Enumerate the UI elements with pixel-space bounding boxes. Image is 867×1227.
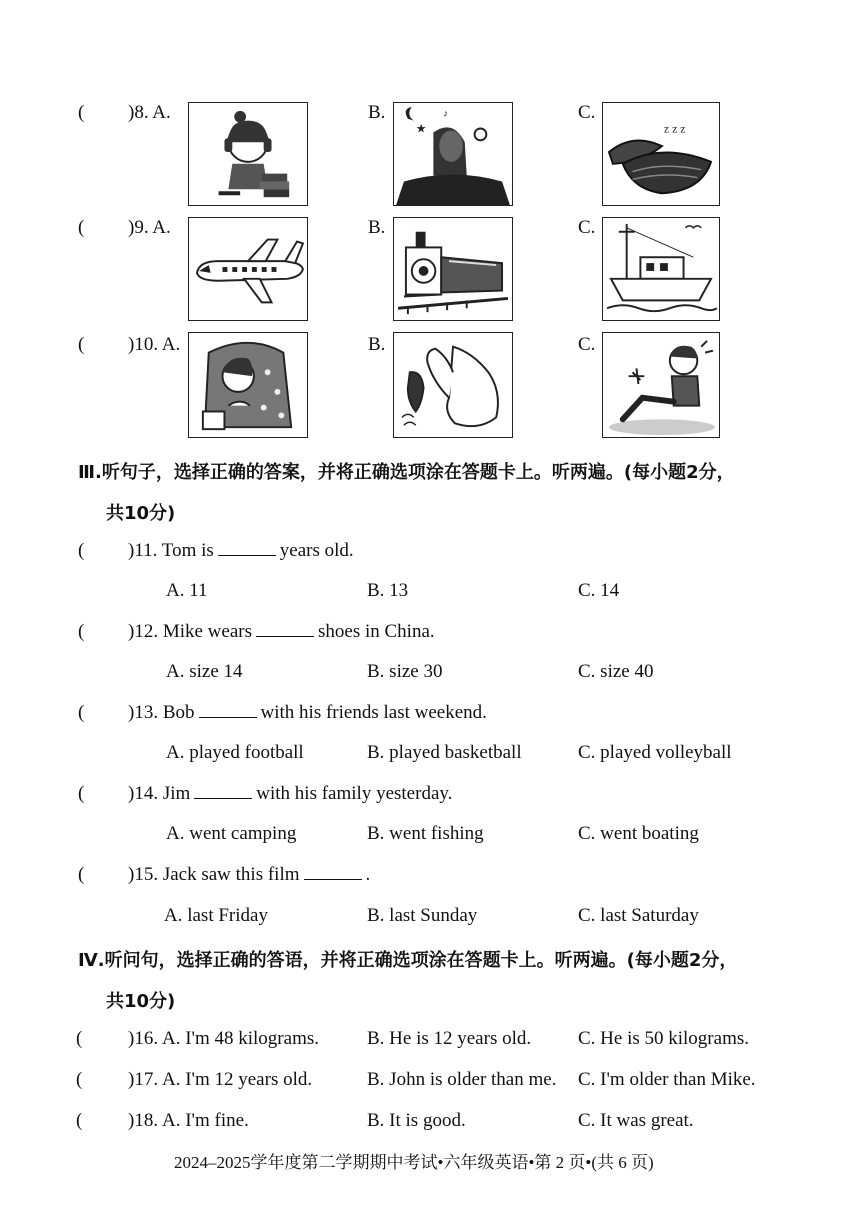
section-4-heading-cont: 共10分) (106, 991, 176, 1012)
airplane-icon (189, 218, 307, 320)
option-label: B. (368, 334, 386, 355)
option-label: B. (368, 217, 386, 238)
stem-after: . (365, 864, 371, 885)
option-a[interactable]: A. played football (166, 742, 304, 763)
option-b[interactable]: B. played basketball (367, 742, 522, 763)
question-number: )11. (128, 540, 158, 561)
option-c[interactable]: C. He is 50 kilograms. (578, 1028, 749, 1049)
answer-paren: ( (76, 1110, 83, 1131)
question-number: )18. (128, 1110, 159, 1131)
answer-paren: ( (78, 783, 85, 804)
question-number: )8. A. (128, 102, 171, 123)
option-b[interactable]: B. It is good. (367, 1110, 466, 1131)
answer-blank (218, 554, 276, 556)
answer-blank (256, 635, 314, 637)
option-b[interactable]: B. went fishing (367, 823, 484, 844)
page-footer: 2024–2025学年度第二学期期中考试•六年级英语•第 2 页•(共 6 页) (174, 1153, 654, 1172)
question-stem (128, 864, 370, 886)
answer-paren: ( (78, 621, 85, 642)
option-a[interactable]: A. I'm 12 years old. (162, 1069, 313, 1090)
question-number: )13. (128, 702, 159, 723)
person-with-headache-at-night-icon (394, 103, 512, 205)
question-number: )17. (128, 1069, 159, 1090)
svg-text:z z z: z z z (663, 122, 686, 136)
answer-paren: ( (78, 102, 85, 123)
question-number-text: 9. (134, 217, 149, 238)
answer-blank (304, 878, 362, 880)
option-b-picture[interactable] (393, 217, 513, 321)
stem-before: Tom is (161, 540, 214, 561)
question-number: )15. (128, 864, 159, 885)
hurt-finger-icon (394, 333, 512, 437)
option-c[interactable]: C. went boating (578, 823, 699, 844)
answer-paren: ( (78, 540, 85, 561)
option-b[interactable]: B. last Sunday (367, 905, 478, 926)
question-stem (128, 621, 435, 643)
answer-paren: ( (78, 334, 85, 355)
option-a[interactable]: A. last Friday (164, 905, 268, 926)
answer-paren: ( (78, 217, 85, 238)
answer-paren: ( (76, 1028, 83, 1049)
section-3-heading: Ⅲ.听句子，选择正确的答案，并将正确选项涂在答题卡上。听两遍。(每小题2分， (78, 462, 735, 483)
question-number: )12. (128, 621, 159, 642)
answer-paren: ( (76, 1069, 83, 1090)
answer-paren: ( (78, 702, 85, 723)
option-c-picture[interactable] (602, 217, 720, 321)
option-b-picture[interactable] (393, 102, 513, 206)
option-a[interactable]: A. went camping (166, 823, 297, 844)
train-icon (394, 218, 512, 320)
option-b-picture[interactable] (393, 332, 513, 438)
question-number-text: 10. (134, 334, 159, 355)
stem-before: Jim (162, 783, 191, 804)
option-c[interactable]: C. played volleyball (578, 742, 732, 763)
option-a[interactable]: A. I'm 48 kilograms. (162, 1028, 319, 1049)
stem-after: years old. (279, 540, 354, 561)
boy-hurt-knee-icon (603, 333, 719, 437)
svg-text:♪: ♪ (443, 108, 449, 120)
option-label: B. (368, 102, 386, 123)
stem-before: Mike wears (162, 621, 252, 642)
option-b[interactable]: B. size 30 (367, 661, 443, 682)
option-a[interactable]: A. size 14 (166, 661, 243, 682)
option-c[interactable]: C. It was great. (578, 1110, 694, 1131)
stem-after: shoes in China. (318, 621, 435, 642)
option-c[interactable]: C. I'm older than Mike. (578, 1069, 756, 1090)
option-a[interactable]: A. 11 (166, 580, 208, 601)
stem-after: with his friends last weekend. (260, 702, 487, 723)
question-stem (128, 783, 452, 805)
answer-paren: ( (78, 864, 85, 885)
question-number: )16. (128, 1028, 159, 1049)
question-number: )9. A. (128, 217, 171, 238)
option-a-picture[interactable] (188, 102, 308, 206)
option-c-picture[interactable] (602, 102, 720, 206)
option-c-picture[interactable] (602, 332, 720, 438)
option-c[interactable]: C. size 40 (578, 661, 654, 682)
option-a-picture[interactable] (188, 332, 308, 438)
question-number: )10. A. (128, 334, 181, 355)
option-label: C. (578, 334, 596, 355)
stem-before: Jack saw this film (162, 864, 300, 885)
stem-before: Bob (162, 702, 195, 723)
option-a[interactable]: A. I'm fine. (162, 1110, 249, 1131)
section-3-heading-cont: 共10分) (106, 503, 176, 524)
question-stem (128, 702, 487, 724)
option-c[interactable]: C. last Saturday (578, 905, 699, 926)
option-b[interactable]: B. John is older than me. (367, 1069, 557, 1090)
question-number-text: 8. (134, 102, 149, 123)
girl-with-cold-icon (189, 333, 307, 437)
option-label: A. (152, 217, 171, 238)
ship-icon (603, 218, 719, 320)
option-b[interactable]: B. 13 (367, 580, 409, 601)
option-label: A. (161, 334, 181, 355)
section-4-heading: Ⅳ.听问句，选择正确的答语，并将正确选项涂在答题卡上。听两遍。(每小题2分， (78, 950, 738, 971)
option-label: A. (152, 102, 171, 123)
stem-after: with his family yesterday. (256, 783, 453, 804)
option-b[interactable]: B. He is 12 years old. (367, 1028, 532, 1049)
option-c[interactable]: C. 14 (578, 580, 620, 601)
sleeping-pillow-icon (603, 103, 719, 205)
svg-text:★: ★ (415, 122, 427, 136)
option-label: C. (578, 102, 596, 123)
answer-blank (199, 716, 257, 718)
option-label: C. (578, 217, 596, 238)
question-number: )14. (128, 783, 159, 804)
girl-with-headphones-icon (189, 103, 307, 205)
option-a-picture[interactable] (188, 217, 308, 321)
question-stem (128, 540, 354, 562)
answer-blank (194, 797, 252, 799)
